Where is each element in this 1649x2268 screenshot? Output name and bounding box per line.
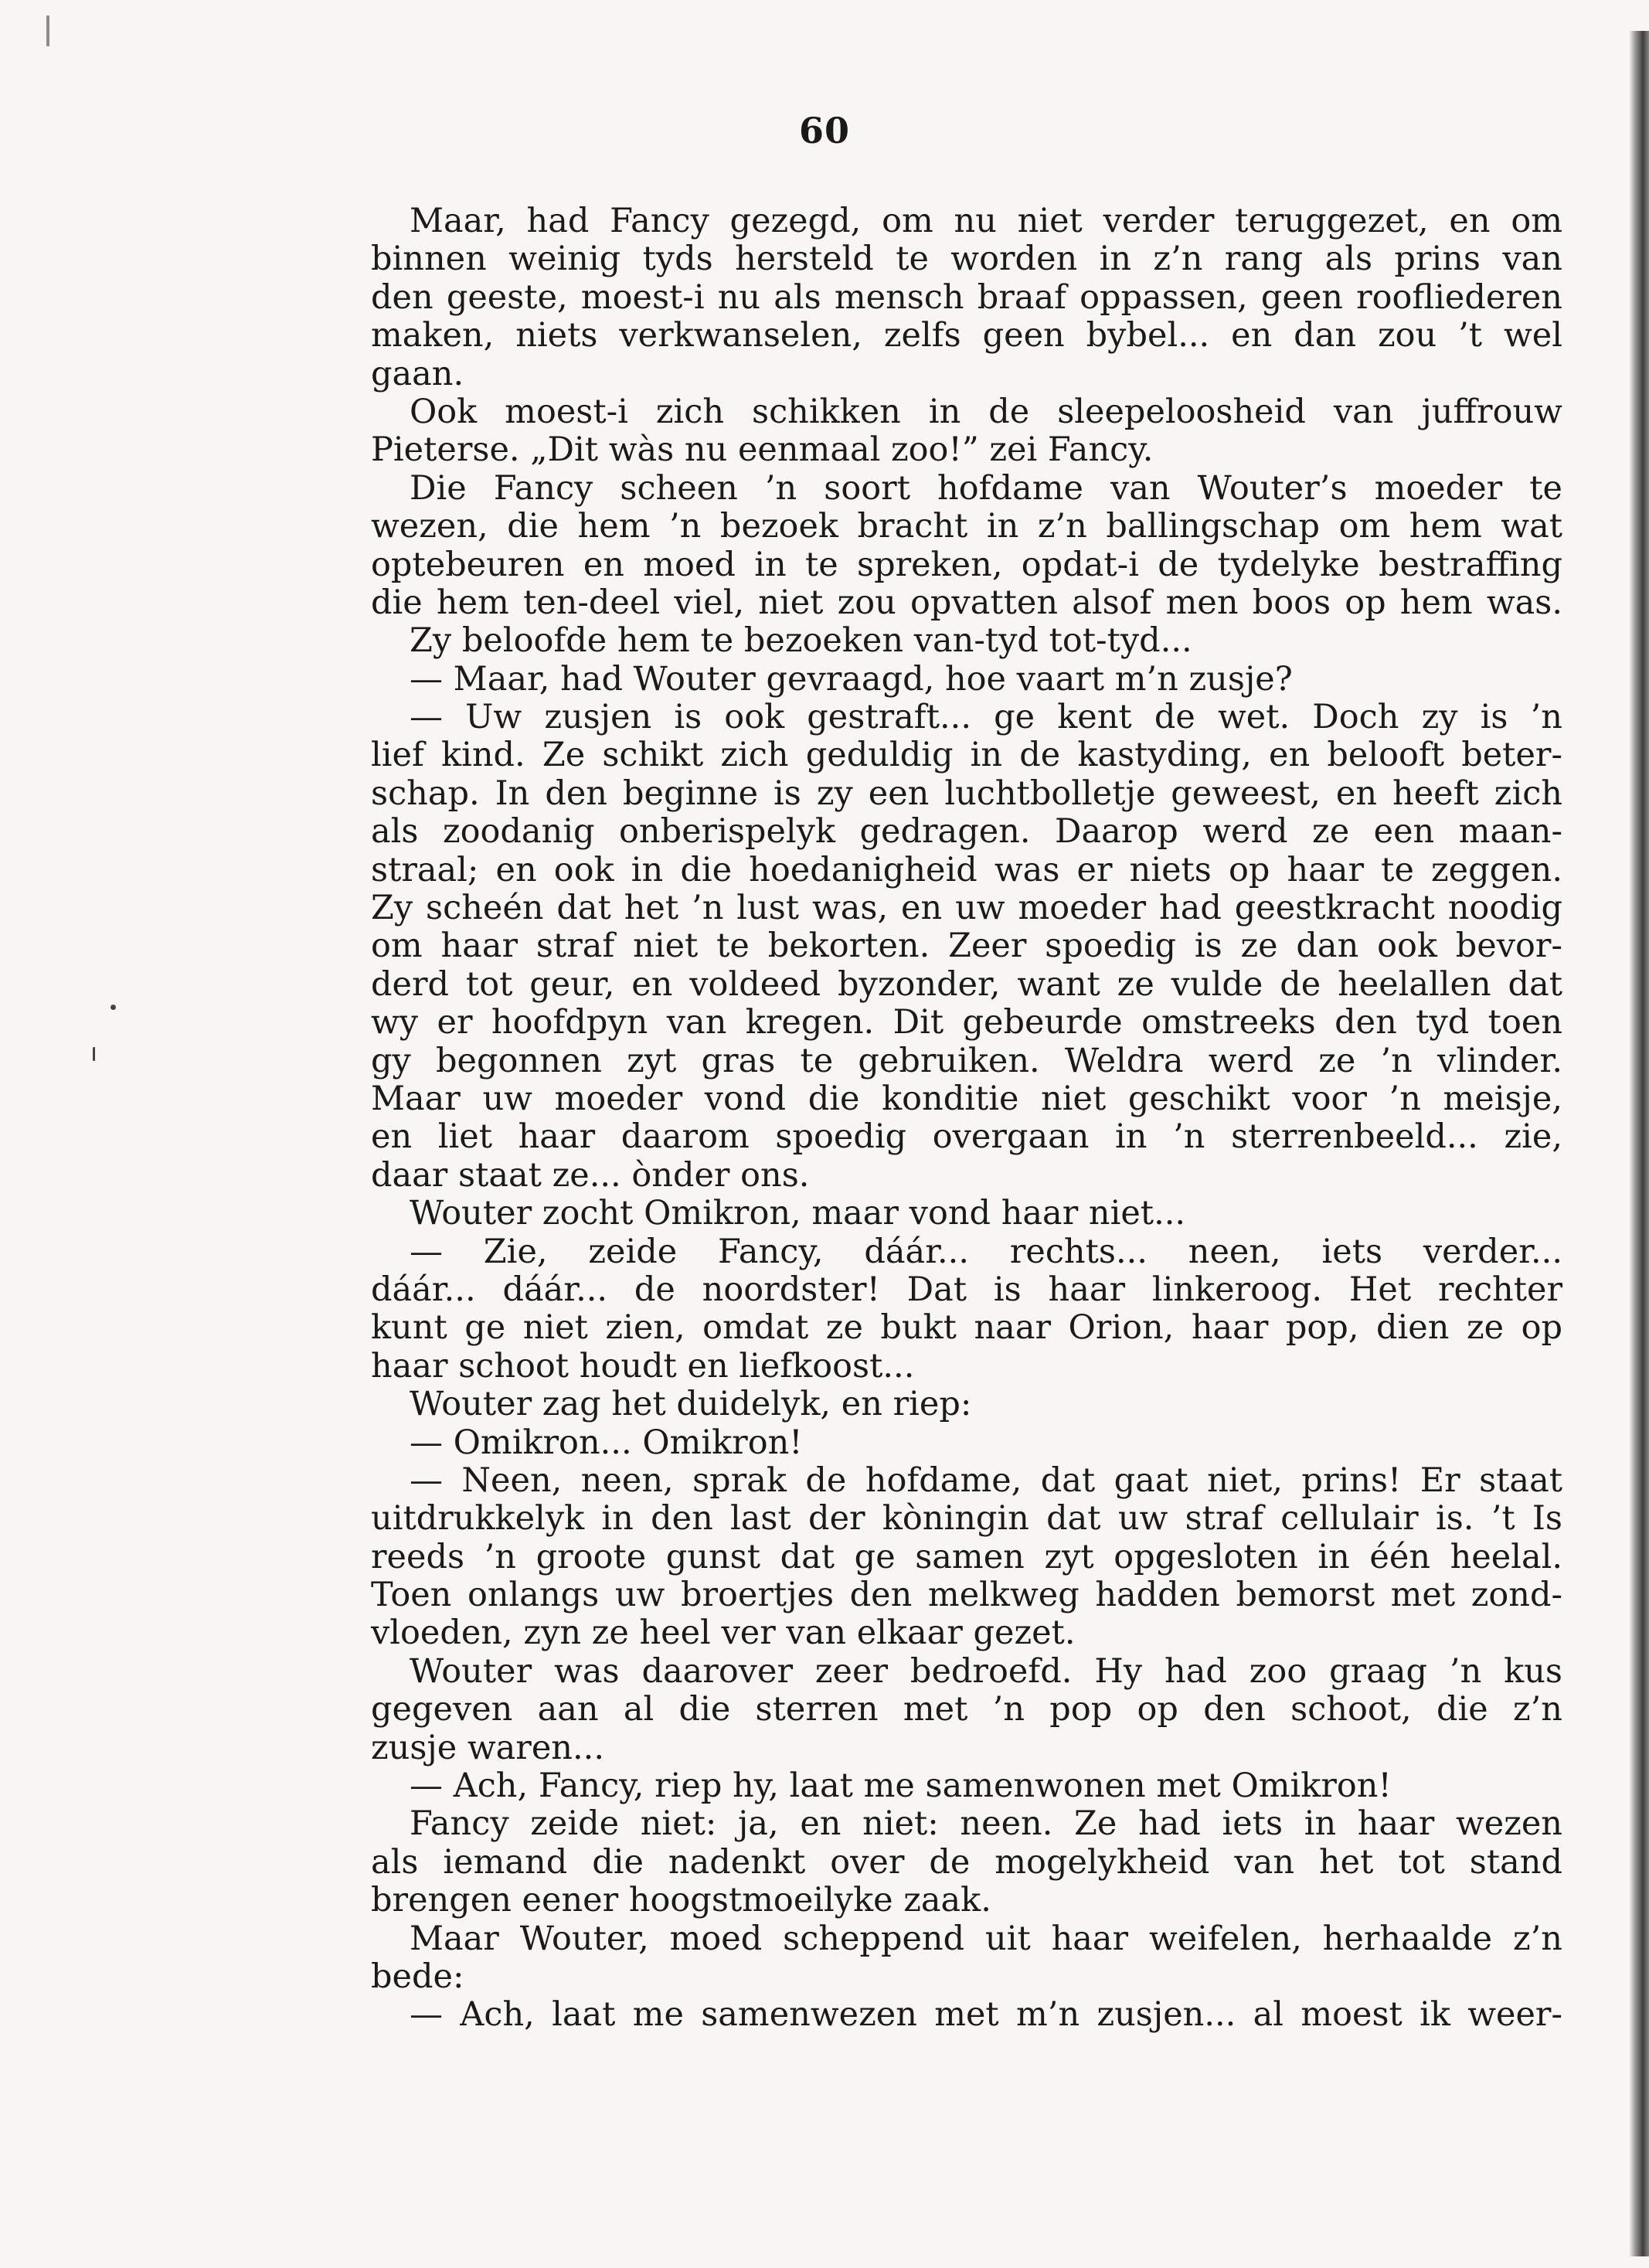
text-line: die hem ten-deel viel, niet zou opvatten alsof men boos op hem was. xyxy=(371,583,1562,622)
text-line: daar staat ze... ònder ons. xyxy=(371,1155,810,1195)
text-line: optebeuren en moed in te spreken, opdat-i de tydelyke bestraffing xyxy=(371,545,1562,584)
paper-speck xyxy=(46,15,49,46)
text-line: uitdrukkelyk in den last der kòningin dat uw straf cellulair is. ’t Is xyxy=(371,1499,1562,1539)
text-line: kunt ge niet zien, omdat ze bukt naar Orion, haar pop, dien ze op xyxy=(371,1308,1562,1348)
text-line: Zy scheén dat het ’n lust was, en uw moeder had geestkracht noodig xyxy=(371,889,1562,928)
text-line: vloeden, zyn ze heel ver van elkaar gezet. xyxy=(371,1613,1076,1653)
text-line: gy begonnen zyt gras te gebruiken. Weldra werd ze ’n vlinder. xyxy=(371,1041,1562,1080)
text-line: haar schoot houdt en liefkoost... xyxy=(371,1346,915,1386)
page-number: 60 xyxy=(798,110,850,151)
text-line: — Ach, laat me samenwezen met m’n zusjen... al moest ik weer- xyxy=(410,1995,1562,2035)
text-line: — Zie, zeide Fancy, dáár... rechts... neen, iets verder... xyxy=(410,1232,1562,1271)
text-line: schap. In den beginne is zy een luchtbolletje geweest, en heeft zich xyxy=(371,774,1562,813)
text-line: gaan. xyxy=(371,354,464,393)
text-line: Wouter was daarover zeer bedroefd. Hy had zoo graag ’n kus xyxy=(410,1651,1562,1691)
text-line: als iemand die nadenkt over de mogelykheid van het tot stand xyxy=(371,1842,1562,1882)
text-line: reeds ’n groote gunst dat ge samen zyt opgesloten in één heelal. xyxy=(371,1537,1562,1576)
text-line: gegeven aan al die sterren met ’n pop op den schoot, die z’n xyxy=(371,1690,1562,1729)
text-line: Wouter zocht Omikron, maar vond haar niet... xyxy=(410,1194,1186,1233)
text-line: dáár... dáár... de noordster! Dat is haar linkeroog. Het rechter xyxy=(371,1270,1562,1309)
text-line: wezen, die hem ’n bezoek bracht in z’n ballingschap om hem wat xyxy=(371,507,1562,546)
text-line: als zoodanig onberispelyk gedragen. Daarop werd ze een maan- xyxy=(371,812,1562,852)
text-line: Maar, had Fancy gezegd, om nu niet verder teruggezet, en om xyxy=(410,202,1562,240)
text-line: — Neen, neen, sprak de hofdame, dat gaat niet, prins! Er staat xyxy=(410,1460,1562,1500)
text-line: straal; en ook in die hoedanigheid was er niets op haar te zeggen. xyxy=(371,850,1562,889)
page-edge-shadow xyxy=(1629,31,1649,2256)
text-line: binnen weinig tyds hersteld te worden in z’n rang als prins van xyxy=(371,240,1562,279)
text-line: zusje waren... xyxy=(371,1728,605,1767)
body-text xyxy=(371,202,1562,2035)
text-line: wy er hoofdpyn van kregen. Dit gebeurde omstreeks den tyd toen xyxy=(371,1003,1562,1042)
text-line: Pieterse. „Dit wàs nu eenmaal zoo!” zei Fancy. xyxy=(371,430,1154,470)
text-line: — Ach, Fancy, riep hy, laat me samenwonen met Omikron! xyxy=(410,1766,1392,1806)
text-line: Maar Wouter, moed scheppend uit haar weifelen, herhaalde z’n xyxy=(410,1919,1562,1958)
text-line: derd tot geur, en voldeed byzonder, want ze vulde de heelallen dat xyxy=(371,964,1562,1004)
text-line: maken, niets verkwanselen, zelfs geen bybel... en dan zou ’t wel xyxy=(371,316,1562,355)
text-line: — Omikron... Omikron! xyxy=(410,1423,803,1462)
text-line: — Uw zusjen is ook gestraft... ge kent de wet. Doch zy is ’n xyxy=(410,698,1562,737)
text-line: Fancy zeide niet: ja, en niet: neen. Ze had iets in haar wezen xyxy=(410,1804,1562,1844)
paper-speck xyxy=(93,1047,95,1061)
text-line: lief kind. Ze schikt zich geduldig in de kastyding, en belooft beter- xyxy=(371,736,1562,775)
text-line: om haar straf niet te bekorten. Zeer spoedig is ze dan ook bevor- xyxy=(371,927,1562,966)
text-line: Maar uw moeder vond die konditie niet geschikt voor ’n meisje, xyxy=(371,1079,1562,1118)
paper-speck xyxy=(110,1005,116,1010)
text-line: Zy beloofde hem te bezoeken van-tyd tot-tyd... xyxy=(410,621,1192,661)
text-line: bede: xyxy=(371,1957,464,1996)
text-line: en liet haar daarom spoedig overgaan in ’n sterrenbeeld... zie, xyxy=(371,1117,1562,1157)
text-line: brengen eener hoogstmoeilyke zaak. xyxy=(371,1881,991,1920)
text-line: Toen onlangs uw broertjes den melkweg hadden bemorst met zond- xyxy=(371,1576,1562,1615)
text-line: Ook moest-i zich schikken in de sleepeloosheid van juffrouw xyxy=(410,392,1562,431)
text-line: — Maar, had Wouter gevraagd, hoe vaart m’n zusje? xyxy=(410,659,1293,699)
text-line: Die Fancy scheen ’n soort hofdame van Wouter’s moeder te xyxy=(410,468,1562,508)
text-line: den geeste, moest-i nu als mensch braaf oppassen, geen roofliederen xyxy=(371,277,1562,317)
text-line: Wouter zag het duidelyk, en riep: xyxy=(410,1385,972,1424)
